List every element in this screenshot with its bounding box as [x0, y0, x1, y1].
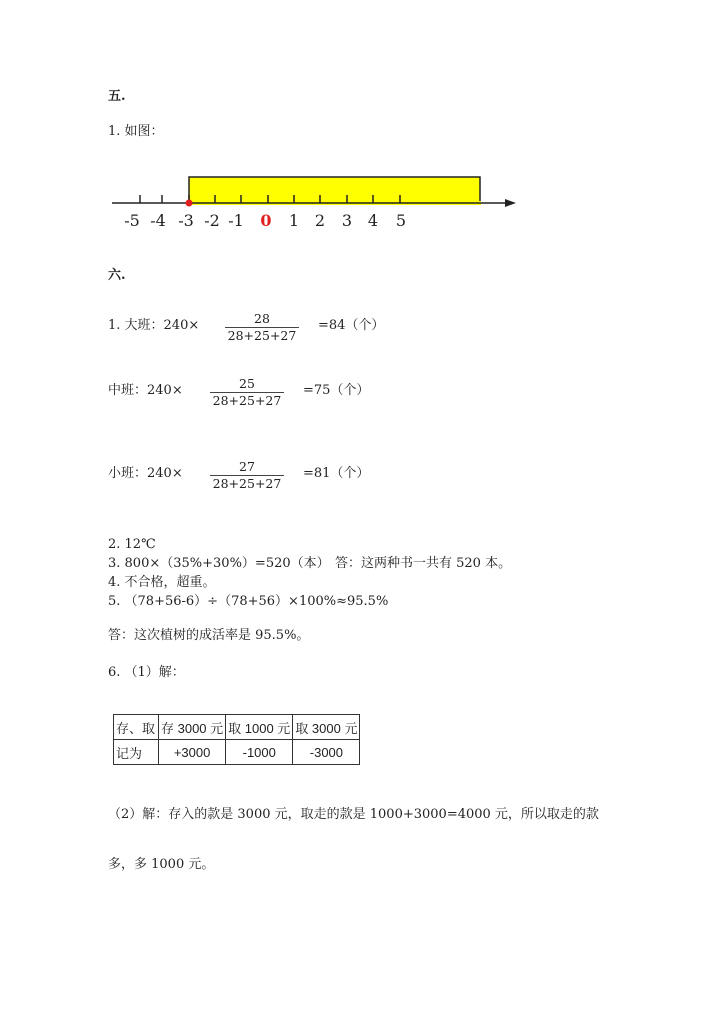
table-cell: -3000 — [293, 740, 360, 765]
tick-label: -3 — [178, 211, 194, 230]
table-row — [114, 740, 360, 765]
tick-label: 1 — [288, 211, 300, 230]
tick-label: -2 — [204, 211, 220, 230]
axis-arrow — [505, 199, 516, 207]
table-cell: -1000 — [226, 740, 293, 765]
q1-label: 1. 如图： — [108, 124, 164, 139]
q1-mid-class-prefix: 中班：240× — [108, 383, 183, 398]
numerator: 27 — [210, 459, 284, 476]
q6-part2-line2: 多，多 1000 元。 — [108, 857, 215, 872]
section-heading-5: 五. — [108, 89, 126, 104]
q1-small-class-result: =81（个） — [303, 466, 370, 481]
q1-big-class-result: =84（个） — [318, 318, 385, 333]
q2: 2. 12℃ — [108, 537, 156, 552]
tick-label: -1 — [228, 211, 244, 230]
numerator: 25 — [210, 376, 284, 393]
numerator: 28 — [225, 311, 299, 328]
table-cell: +3000 — [159, 740, 226, 765]
fraction — [210, 459, 284, 491]
table-cell: 存、取 — [114, 715, 159, 740]
q6-part2-line1: （2）解：存入的款是 3000 元，取走的款是 1000+3000=4000 元，所以取走的款 — [108, 807, 599, 822]
q6-part1: 6. （1）解： — [108, 665, 185, 680]
fraction — [225, 311, 299, 343]
tick-label: 4 — [367, 211, 379, 230]
q1-mid-class-result: =75（个） — [303, 383, 370, 398]
denominator: 28+25+27 — [212, 476, 282, 491]
point-minus-3 — [186, 200, 193, 207]
table-cell: 存 3000 元 — [159, 715, 226, 740]
table-cell: 取 3000 元 — [293, 715, 360, 740]
tick-label: -4 — [150, 211, 166, 230]
table-row — [114, 715, 360, 740]
denominator: 28+25+27 — [227, 328, 297, 343]
tick-label: 2 — [314, 211, 326, 230]
q4: 4. 不合格，超重。 — [108, 575, 216, 590]
q1-big-class-prefix: 1. 大班：240× — [108, 318, 200, 333]
table-cell: 取 1000 元 — [226, 715, 293, 740]
q5-answer: 答：这次植树的成活率是 95.5%。 — [108, 628, 310, 643]
section-heading-6: 六. — [108, 268, 126, 283]
q1-small-class-prefix: 小班：240× — [108, 466, 183, 481]
tick-label: 5 — [395, 211, 407, 230]
deposit-withdraw-table — [113, 714, 360, 765]
fraction — [210, 376, 284, 408]
tick-label: 0 — [260, 211, 272, 230]
number-line — [0, 165, 720, 240]
shaded-region — [189, 177, 480, 203]
tick-label: 3 — [341, 211, 353, 230]
q3: 3. 800×（35%+30%）=520（本） — [108, 556, 330, 571]
table-cell: 记为 — [114, 740, 159, 765]
denominator: 28+25+27 — [212, 393, 282, 408]
q3-answer: 答：这两种书一共有 520 本。 — [335, 556, 512, 571]
q5: 5. （78+56-6）÷（78+56）×100%≈95.5% — [108, 594, 389, 609]
tick-label: -5 — [124, 211, 140, 230]
